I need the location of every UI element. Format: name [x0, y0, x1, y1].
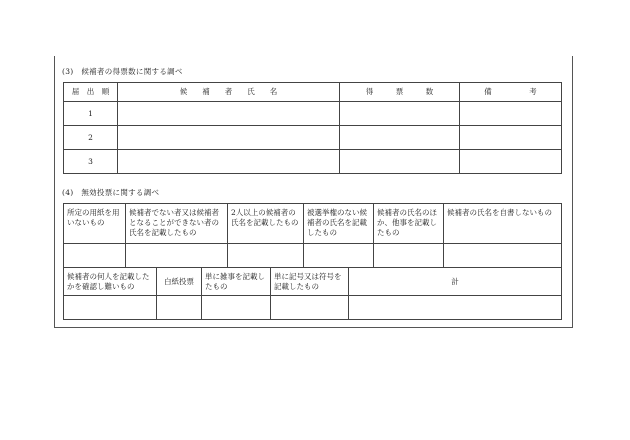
invalid-reason-blank: 白紙投票	[157, 268, 202, 296]
count-cell[interactable]	[271, 296, 349, 320]
invalid-reason-unidentifiable: 候補者の何人を記載したかを確認し難いもの	[64, 268, 157, 296]
count-cell[interactable]	[374, 244, 444, 268]
invalid-reason-multiple-candidates: 2人以上の候補者の氏名を記載したもの	[228, 204, 304, 244]
invalid-reason-ineligible-candidate: 被選挙権のない候補者の氏名を記載したもの	[304, 204, 374, 244]
count-cell[interactable]	[202, 296, 271, 320]
header-candidate-name: 候 補 者 氏 名	[118, 83, 340, 102]
section3-heading: (3) 候補者の得票数に関する調べ	[62, 67, 183, 76]
count-cell[interactable]	[157, 296, 202, 320]
total-header: 計	[349, 268, 562, 296]
remarks-cell[interactable]	[460, 126, 562, 150]
invalid-reason-symbols-only: 単に記号又は符号を記載したもの	[271, 268, 349, 296]
votes-cell[interactable]	[340, 102, 460, 126]
candidate-name-cell[interactable]	[118, 126, 340, 150]
invalid-header-row-2	[64, 268, 562, 296]
table-header-row	[64, 83, 562, 102]
row-number: 1	[64, 102, 118, 126]
candidate-name-cell[interactable]	[118, 150, 340, 174]
votes-cell[interactable]	[340, 126, 460, 150]
table-row	[64, 126, 562, 150]
invalid-value-row-2	[64, 296, 562, 320]
invalid-reason-not-handwritten: 候補者の氏名を自書しないもの	[444, 204, 562, 244]
candidate-votes-table	[63, 82, 562, 174]
remarks-cell[interactable]	[460, 150, 562, 174]
section4-heading: (4) 無効投票に関する調べ	[62, 188, 160, 197]
table-row	[64, 102, 562, 126]
invalid-value-row-1	[64, 244, 562, 268]
invalid-votes-table-1	[63, 203, 562, 268]
header-remarks: 備 考	[460, 83, 562, 102]
header-order: 届 出 順	[64, 83, 118, 102]
table-row	[64, 150, 562, 174]
invalid-reason-misc-only: 単に雑事を記載したもの	[202, 268, 271, 296]
invalid-reason-non-candidate: 候補者でない者又は候補者となることができない者の氏名を記載したもの	[126, 204, 228, 244]
row-number: 3	[64, 150, 118, 174]
remarks-cell[interactable]	[460, 102, 562, 126]
count-cell[interactable]	[64, 244, 126, 268]
row-number: 2	[64, 126, 118, 150]
count-cell[interactable]	[126, 244, 228, 268]
header-votes: 得 票 数	[340, 83, 460, 102]
total-cell[interactable]	[349, 296, 562, 320]
invalid-reason-unofficial-paper: 所定の用紙を用いないもの	[64, 204, 126, 244]
count-cell[interactable]	[444, 244, 562, 268]
invalid-header-row-1	[64, 204, 562, 244]
candidate-name-cell[interactable]	[118, 102, 340, 126]
count-cell[interactable]	[228, 244, 304, 268]
invalid-votes-table-2	[63, 267, 562, 320]
invalid-reason-other-matters: 候補者の氏名のほか、他事を記載したもの	[374, 204, 444, 244]
count-cell[interactable]	[304, 244, 374, 268]
votes-cell[interactable]	[340, 150, 460, 174]
count-cell[interactable]	[64, 296, 157, 320]
